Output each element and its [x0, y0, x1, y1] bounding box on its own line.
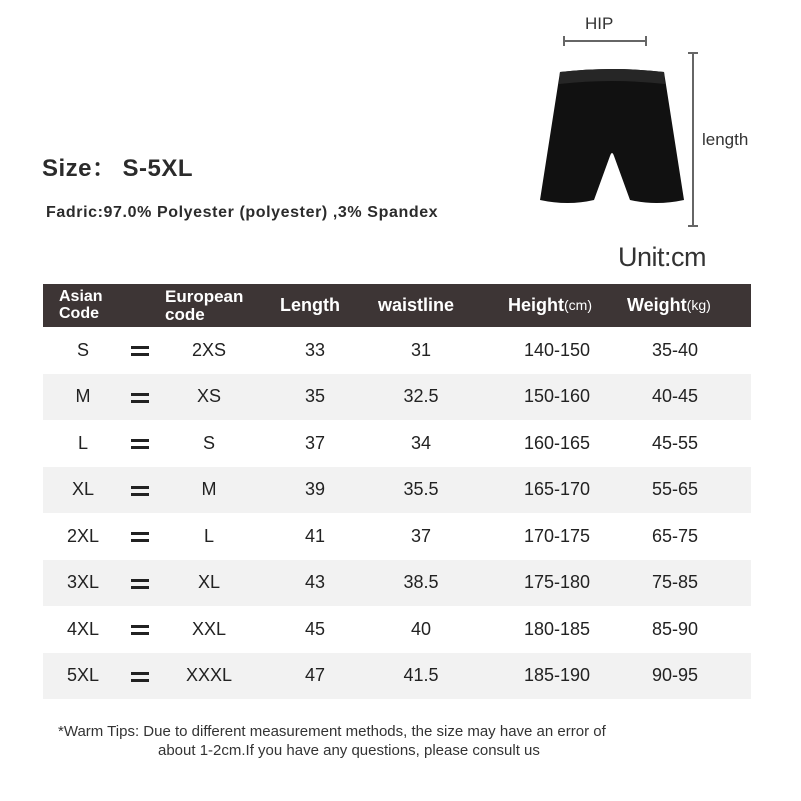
cell-european: XL [197, 572, 221, 593]
cell-weight: 90-95 [651, 665, 699, 686]
unit-label: Unit:cm [618, 242, 707, 272]
cell-height: 180-185 [523, 618, 591, 639]
cell-waist: 34 [410, 432, 432, 453]
cell-asian: S [76, 339, 89, 360]
cell-asian: XL [71, 479, 95, 500]
table-row [43, 374, 751, 421]
cell-weight: 40-45 [651, 386, 699, 407]
equals-icon [131, 579, 149, 589]
hip-label: HIP [585, 14, 614, 33]
table-row [43, 327, 751, 374]
cell-asian: 2XL [66, 525, 100, 546]
warm-tips [58, 722, 738, 760]
table-row [43, 653, 751, 700]
table-row [43, 467, 751, 514]
shorts-icon [538, 68, 686, 210]
cell-weight: 85-90 [651, 618, 699, 639]
cell-length: 35 [304, 386, 326, 407]
equals-icon [131, 625, 149, 635]
cell-european: S [202, 432, 215, 453]
table-header [43, 284, 751, 327]
header-height-unit: (cm) [564, 297, 592, 314]
equals-icon [131, 532, 149, 542]
size-value: S-5XL [122, 155, 194, 182]
cell-weight: 45-55 [651, 432, 699, 453]
warm-tips-line1: *Warm Tips: Due to different measurement methods, the size may have an error of [58, 723, 606, 740]
cell-asian: 3XL [66, 572, 100, 593]
cell-european: XXXL [185, 665, 233, 686]
cell-length: 41 [304, 525, 326, 546]
equals-icon [131, 346, 149, 356]
size-table [43, 284, 751, 699]
header-height [508, 284, 592, 327]
cell-length: 37 [304, 432, 326, 453]
cell-height: 150-160 [523, 386, 591, 407]
header-asian-code [59, 284, 103, 327]
cell-asian: M [75, 386, 91, 407]
cell-height: 185-190 [523, 665, 591, 686]
equals-icon [131, 439, 149, 449]
cell-asian: 4XL [66, 618, 100, 639]
table-body [43, 327, 751, 699]
cell-weight: 35-40 [651, 339, 699, 360]
length-label: length [702, 130, 749, 149]
header-waistline: waistline [378, 295, 455, 316]
equals-icon [131, 393, 149, 403]
cell-height: 140-150 [523, 339, 591, 360]
cell-length: 47 [304, 665, 326, 686]
table-row [43, 606, 751, 653]
cell-waist: 31 [410, 339, 432, 360]
cell-european: M [201, 479, 217, 500]
cell-height: 165-170 [523, 479, 591, 500]
table-row [43, 420, 751, 467]
fabric-info: Fadric:97.0% Polyester (polyester) ,3% Spandex [46, 204, 439, 221]
cell-waist: 35.5 [403, 479, 439, 500]
warm-tips-line2: about 1-2cm.If you have any questions, please consult us [158, 742, 540, 759]
header-asian-line1: Asian [59, 287, 103, 305]
header-european-line2: code [165, 304, 205, 324]
cell-length: 43 [304, 572, 326, 593]
header-asian-line2: Code [59, 304, 99, 322]
cell-waist: 40 [410, 618, 432, 639]
cell-length: 45 [304, 618, 326, 639]
cell-european: XXL [191, 618, 227, 639]
header-weight [627, 284, 711, 327]
header-weight-unit: (kg) [686, 297, 711, 314]
cell-weight: 75-85 [651, 572, 699, 593]
cell-waist: 38.5 [403, 572, 439, 593]
hip-measure-line [563, 40, 647, 42]
equals-icon [131, 486, 149, 496]
header-height-label: Height [508, 295, 564, 316]
cell-waist: 41.5 [403, 665, 439, 686]
length-measure-line [692, 52, 694, 227]
table-row [43, 513, 751, 560]
cell-european: XS [196, 386, 221, 407]
header-weight-label: Weight [627, 295, 687, 316]
cell-height: 170-175 [523, 525, 591, 546]
cell-height: 160-165 [523, 432, 591, 453]
cell-height: 175-180 [523, 572, 591, 593]
cell-waist: 37 [410, 525, 432, 546]
cell-european: L [203, 525, 214, 546]
header-european-code [165, 284, 243, 327]
table-row [43, 560, 751, 607]
cell-waist: 32.5 [403, 386, 439, 407]
cell-weight: 65-75 [651, 525, 699, 546]
size-label: Size： [42, 155, 117, 182]
cell-length: 33 [304, 339, 326, 360]
cell-weight: 55-65 [651, 479, 699, 500]
header-european-line1: European [165, 286, 244, 306]
header-length: Length [280, 295, 340, 316]
size-line [42, 148, 193, 183]
equals-icon [131, 672, 149, 682]
cell-european: 2XS [191, 339, 227, 360]
cell-asian: L [77, 432, 88, 453]
cell-length: 39 [304, 479, 326, 500]
cell-asian: 5XL [66, 665, 100, 686]
